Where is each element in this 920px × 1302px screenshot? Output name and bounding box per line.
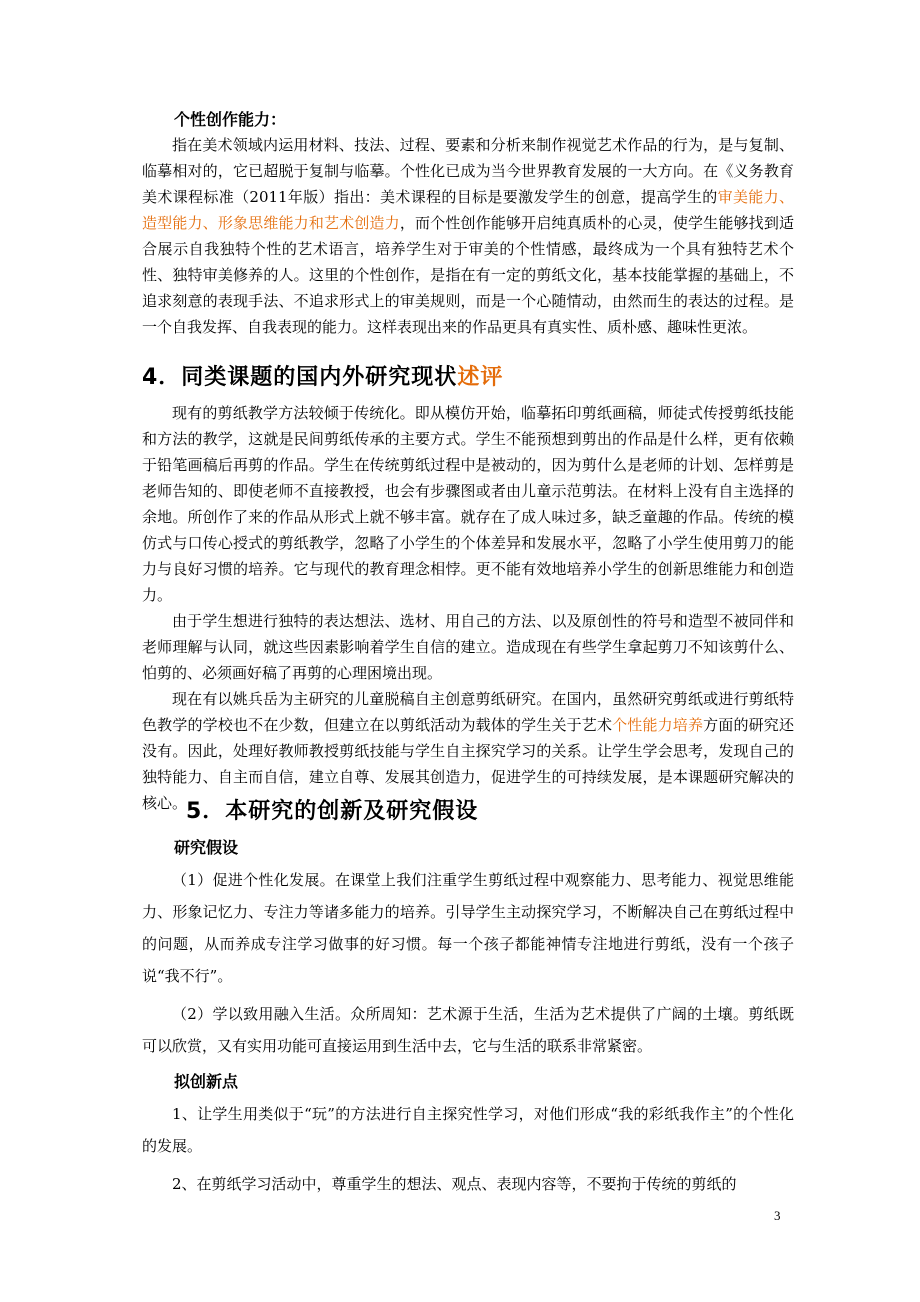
section-5-heading: 5．本研究的创新及研究假设 [186, 799, 479, 824]
section-4-heading [142, 362, 794, 394]
paragraph-traditional-teaching: 现有的剪纸教学方法较倾于传统化。即从模仿开始，临摹拓印剪纸画稿，师徒式传授剪纸技能和方法的教学，这就是民间剪纸传承的主要方式。学生不能预想到剪出的作品是什么样，更有依赖于铅笔画稿后再剪的作品。学生在传统剪纸过程中是被动的，因为剪什么是老师的计划、怎样剪是老师告知的、即使老师不直接教授，也会有步骤图或者由儿童示范剪法。在材料上没有自主选择的余地。所创作了来的作品从形式上就不够丰富。就存在了成人味过多，缺乏童趣的作品。传统的模仿式与口传心授式的剪纸教学，忽略了小学生的个体差异和发展水平，忽略了小学生使用剪刀的能力与良好习惯的培养。它与现代的教育理念相悖。更不能有效地培养小学生的创新思维能力和创造力。 [142, 404, 794, 604]
paragraph-student-confidence: 由于学生想进行独特的表达想法、选材、用自己的方法、以及原创性的符号和造型不被同伴和老师理解与认同，就这些因素影响着学生自信的建立。造成现在有些学生拿起剪刀不知该剪什么、怕剪的、必须画好稿了再剪的心理困境出现。 [142, 612, 794, 682]
subheading-innovation: 拟创新点 [174, 1072, 239, 1091]
subheading-personal-creativity: 个性创作能力： [174, 110, 287, 129]
paragraph-hypothesis-2: （2）学以致用融入生活。众所周知：艺术源于生活，生活为艺术提供了广阔的土壤。剪纸既可以欣赏，又有实用功能可直接运用到生活中去，它与生活的联系非常紧密。 [142, 1005, 794, 1055]
section-5-heading-block [142, 796, 794, 828]
paragraph-hypothesis-1: （1）促进个性化发展。在课堂上我们注重学生剪纸过程中观察能力、思考能力、视觉思维能力、形象记忆力、专注力等诸多能力的培养。引导学生主动探究学习，不断解决自己在剪纸过程中的问题，从而养成专注学习做事的好习惯。每一个孩子都能神情专注地进行剪纸，没有一个孩子说“我不行”。 [142, 871, 794, 985]
page-number: 3 [774, 1208, 781, 1223]
text-run: ，而个性创作能够开启纯真质朴的心灵，使学生能够找到适合展示自我独特个性的艺术语言，培养学生对于审美的个性情感，最终成为一个具有独特艺术个性、独特审美修养的人。这里的个性创作，是指在有一定的剪纸文化，基本技能掌握的基础上，不追求刻意的表现手法、不追求形式上的审美规则，而是一个心随情动，由然而生的表达的过程。是一个自我发挥、自我表现的能力。这样表现出来的作品更具有真实性、质朴感、趣味性更浓。 [142, 214, 794, 336]
paragraph-innovation-2: 2、在剪纸学习活动中，尊重学生的想法、观点、表现内容等，不要拘于传统的剪纸的 [172, 1175, 737, 1193]
paragraph-innovation-1: 1、让学生用类似于“玩”的方法进行自主探究性学习，对他们形成“我的彩纸我作主”的个性化的发展。 [142, 1105, 794, 1155]
subheading-hypothesis: 研究假设 [174, 838, 239, 857]
paragraph-personal-creativity [142, 132, 794, 340]
section-personal-creativity [142, 108, 794, 340]
highlighted-heading-text: 述评 [457, 365, 504, 390]
section-4-body [142, 400, 794, 816]
text-run: 方面的研究还没有。因此，处理好教师教授剪纸技能与学生自主探究学习的关系。让学生学会思考，发现自己的独特能力、自主而自信，建立自尊、发展其创造力，促进学生的可持续发展，是本课题研究解决的核心。 [142, 716, 794, 812]
section-4-research-review [142, 362, 794, 394]
highlighted-text: 个性能力培养 [612, 716, 704, 734]
highlighted-text: 审美能力、造型能力、形象思维能力和艺术创造力 [142, 188, 794, 232]
section-5-body [142, 834, 794, 1200]
text-run: 指在美术领域内运用材料、技法、过程、要素和分析来制作视觉艺术作品的行为，是与复制、临摹相对的，它已超脱于复制与临摹。个性化已成为当今世界教育发展的一大方向。在《义务教育美术课程标准（2011年版）指出：美术课程的目标是要激发学生的创意，提高学生的 [142, 136, 794, 206]
heading-text: 4．同类课题的国内外研究现状 [142, 365, 458, 390]
text-run: 现在有以姚兵岳为主研究的儿童脱稿自主创意剪纸研究。在国内，虽然研究剪纸或进行剪纸特色教学的学校也不在少数，但建立在以剪纸活动为载体的学生关于艺术 [142, 690, 794, 734]
